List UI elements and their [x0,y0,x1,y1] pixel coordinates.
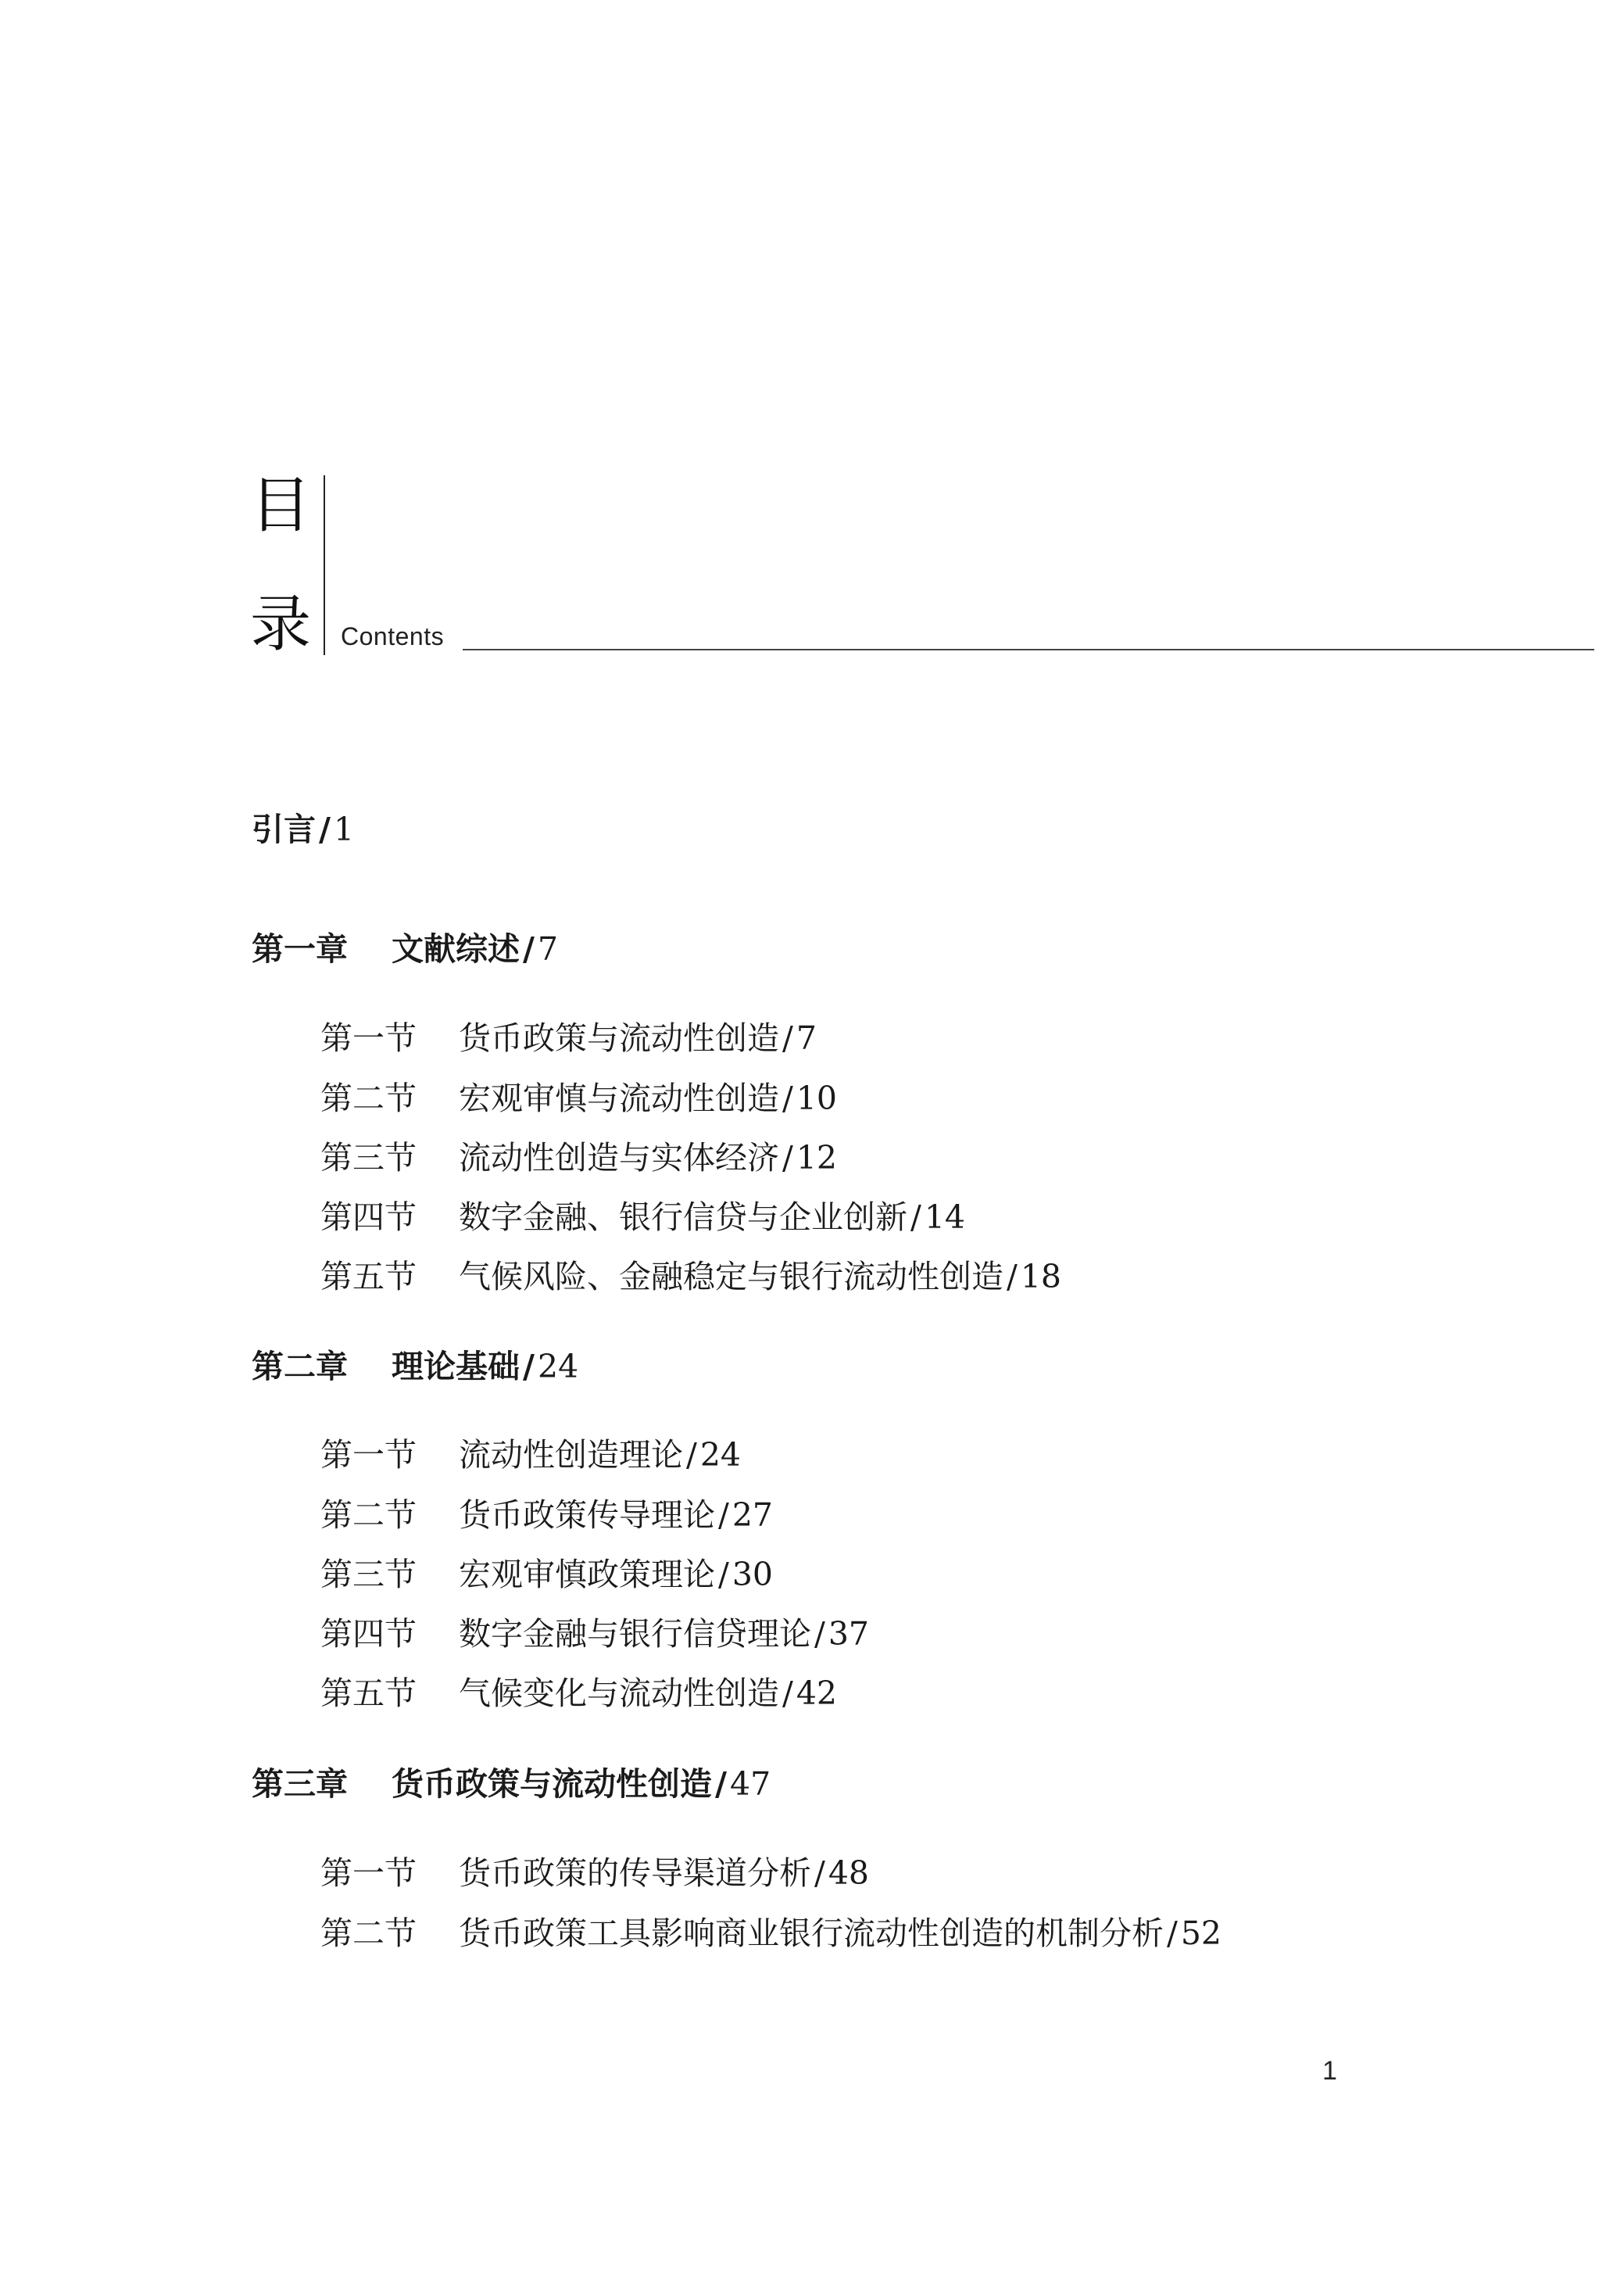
section-label: 第三节 [320,1556,417,1593]
section-label: 第五节 [320,1258,417,1295]
chapter-label: 第一章 [252,930,348,968]
entry-page: 30 [732,1556,773,1593]
toc-entry-section[interactable] [320,1198,965,1236]
toc-entry-section[interactable] [320,1496,773,1534]
entry-title: 气候风险、金融稳定与银行流动性创造 [459,1258,1003,1295]
entry-title: 流动性创造与实体经济 [459,1139,779,1177]
entry-separator: / [1007,1258,1018,1295]
entry-title: 货币政策与流动性创造 [459,1019,779,1057]
section-label: 第二节 [320,1496,417,1534]
entry-title: 货币政策传导理论 [459,1496,715,1534]
toc-entry-section[interactable] [320,1019,817,1057]
entry-page: 24 [699,1436,741,1474]
entry-page: 7 [537,930,559,968]
entry-separator: / [814,1615,825,1653]
entry-title: 理论基础 [392,1348,520,1385]
toc-entry-section[interactable] [320,1675,837,1712]
toc-entry-section[interactable] [320,1915,1222,1952]
toc-entry-section[interactable] [320,1139,837,1177]
toc-entry-section[interactable] [320,1258,1061,1295]
entry-page: 7 [796,1019,817,1057]
entry-page: 27 [732,1496,773,1534]
section-label: 第一节 [320,1019,417,1057]
toc-entry-section[interactable] [320,1080,837,1117]
toc-entry-intro[interactable] [252,811,355,848]
entry-page: 12 [796,1139,837,1177]
entry-title: 数字金融、银行信贷与企业创新 [459,1198,907,1236]
entry-page: 42 [796,1675,837,1712]
entry-separator: / [782,1139,793,1177]
entry-separator: / [319,811,331,848]
entry-separator: / [782,1019,793,1057]
contents-english-label: Contents [341,622,445,650]
entry-title: 货币政策的传导渠道分析 [459,1854,811,1892]
page-number: 1 [1322,2056,1337,2086]
entry-title: 气候变化与流动性创造 [459,1675,779,1712]
chapter-label: 第二章 [252,1348,348,1385]
section-label: 第五节 [320,1675,417,1712]
toc-entry-chapter-3[interactable] [252,1765,771,1803]
toc-entry-section[interactable] [320,1436,741,1474]
section-label: 第一节 [320,1854,417,1892]
entry-page: 37 [828,1615,869,1653]
toc-entry-chapter-1[interactable] [252,930,559,968]
entry-separator: / [686,1436,697,1474]
section-label: 第四节 [320,1198,417,1236]
toc-heading-char-1: 目 [250,471,312,541]
section-label: 第一节 [320,1436,417,1474]
entry-page: 47 [729,1765,771,1803]
entry-page: 24 [537,1348,579,1385]
toc-heading-char-2: 录 [250,589,312,660]
chapter-label: 第三章 [252,1765,348,1803]
entry-separator: / [523,1348,535,1385]
section-label: 第四节 [320,1615,417,1653]
entry-separator: / [814,1854,825,1892]
entry-page: 1 [333,811,355,848]
toc-entry-section[interactable] [320,1854,869,1892]
heading-horizontal-rule [463,649,1594,650]
entry-title: 货币政策工具影响商业银行流动性创造的机制分析 [459,1915,1164,1952]
entry-separator: / [715,1765,727,1803]
toc-entry-chapter-2[interactable] [252,1348,579,1385]
entry-separator: / [1167,1915,1178,1952]
entry-separator: / [718,1556,729,1593]
toc-entry-section[interactable] [320,1556,773,1593]
entry-page: 18 [1020,1258,1061,1295]
entry-title: 文献综述 [392,930,520,968]
entry-title: 引言 [252,811,316,848]
entry-separator: / [782,1080,793,1117]
entry-page: 48 [828,1854,869,1892]
entry-separator: / [910,1198,921,1236]
entry-title: 货币政策与流动性创造 [392,1765,712,1803]
entry-page: 14 [924,1198,965,1236]
entry-page: 10 [796,1080,837,1117]
entry-separator: / [523,930,535,968]
section-label: 第三节 [320,1139,417,1177]
entry-title: 数字金融与银行信贷理论 [459,1615,811,1653]
toc-entry-section[interactable] [320,1615,869,1653]
entry-separator: / [718,1496,729,1534]
entry-title: 流动性创造理论 [459,1436,683,1474]
section-label: 第二节 [320,1915,417,1952]
heading-vertical-rule [324,475,325,655]
entry-title: 宏观审慎政策理论 [459,1556,715,1593]
entry-title: 宏观审慎与流动性创造 [459,1080,779,1117]
entry-page: 52 [1180,1915,1222,1952]
section-label: 第二节 [320,1080,417,1117]
entry-separator: / [782,1675,793,1712]
